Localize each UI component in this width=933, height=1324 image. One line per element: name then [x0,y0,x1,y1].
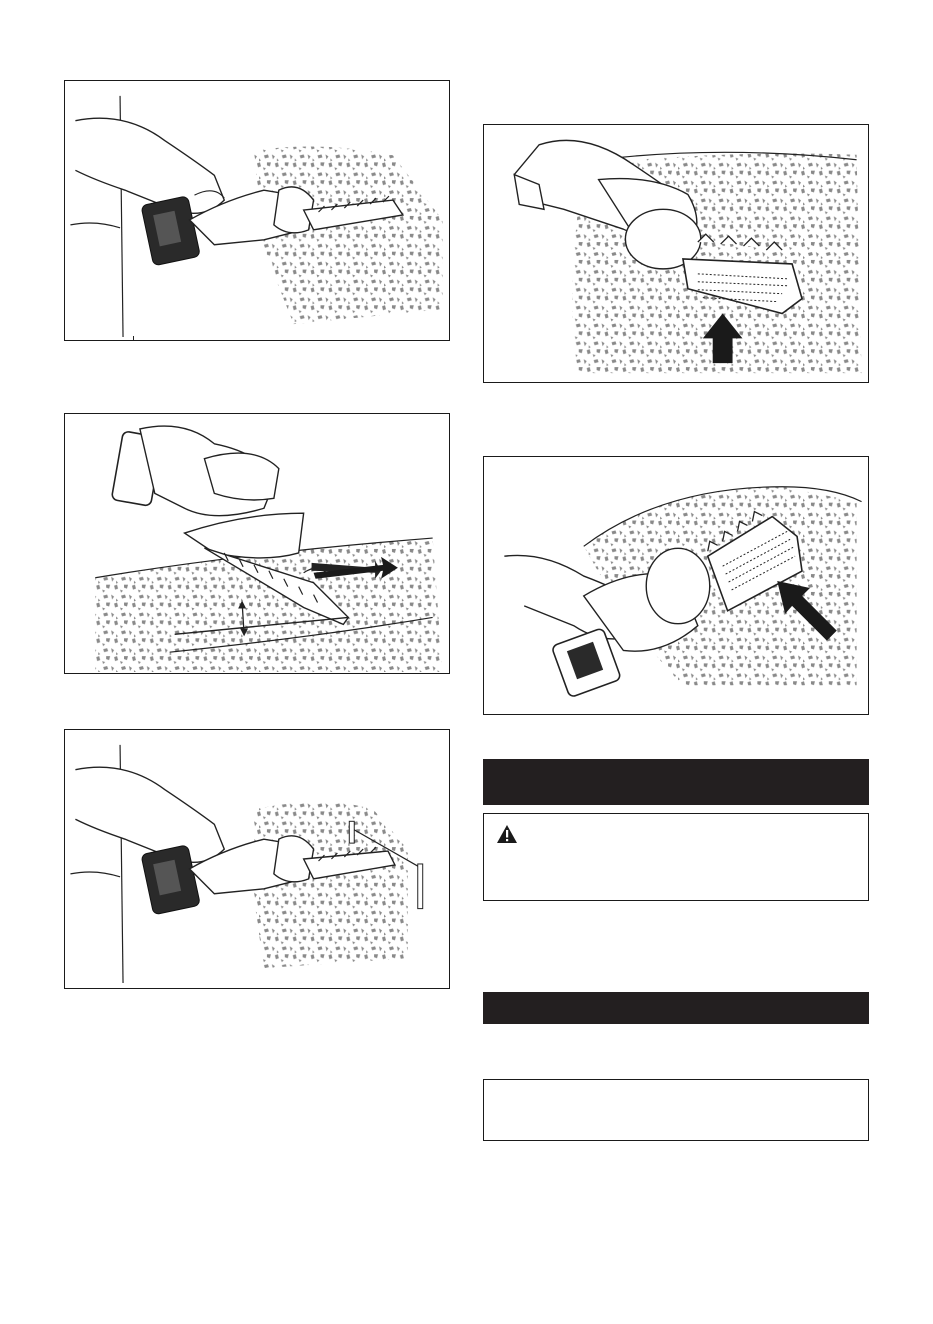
figure-guide-string-cut [64,729,450,989]
hedge-trimmer-arc-cut-illustration [484,457,868,714]
subsection-header-bar [483,992,869,1024]
figure-arc-cut [483,456,869,715]
section-header-bar [483,759,869,805]
figure-angled-cut [64,413,450,674]
warning-box [483,813,869,901]
hedge-trimmer-angled-cut-illustration [65,414,449,673]
hedge-trimmer-guide-string-illustration [65,730,449,988]
warning-triangle-icon [496,824,518,844]
hedge-trimmer-level-cut-illustration [65,81,449,340]
note-box [483,1079,869,1141]
figure-upward-cut [483,124,869,383]
figure-level-cut [64,80,450,341]
hedge-trimmer-upward-cut-illustration [484,125,868,382]
